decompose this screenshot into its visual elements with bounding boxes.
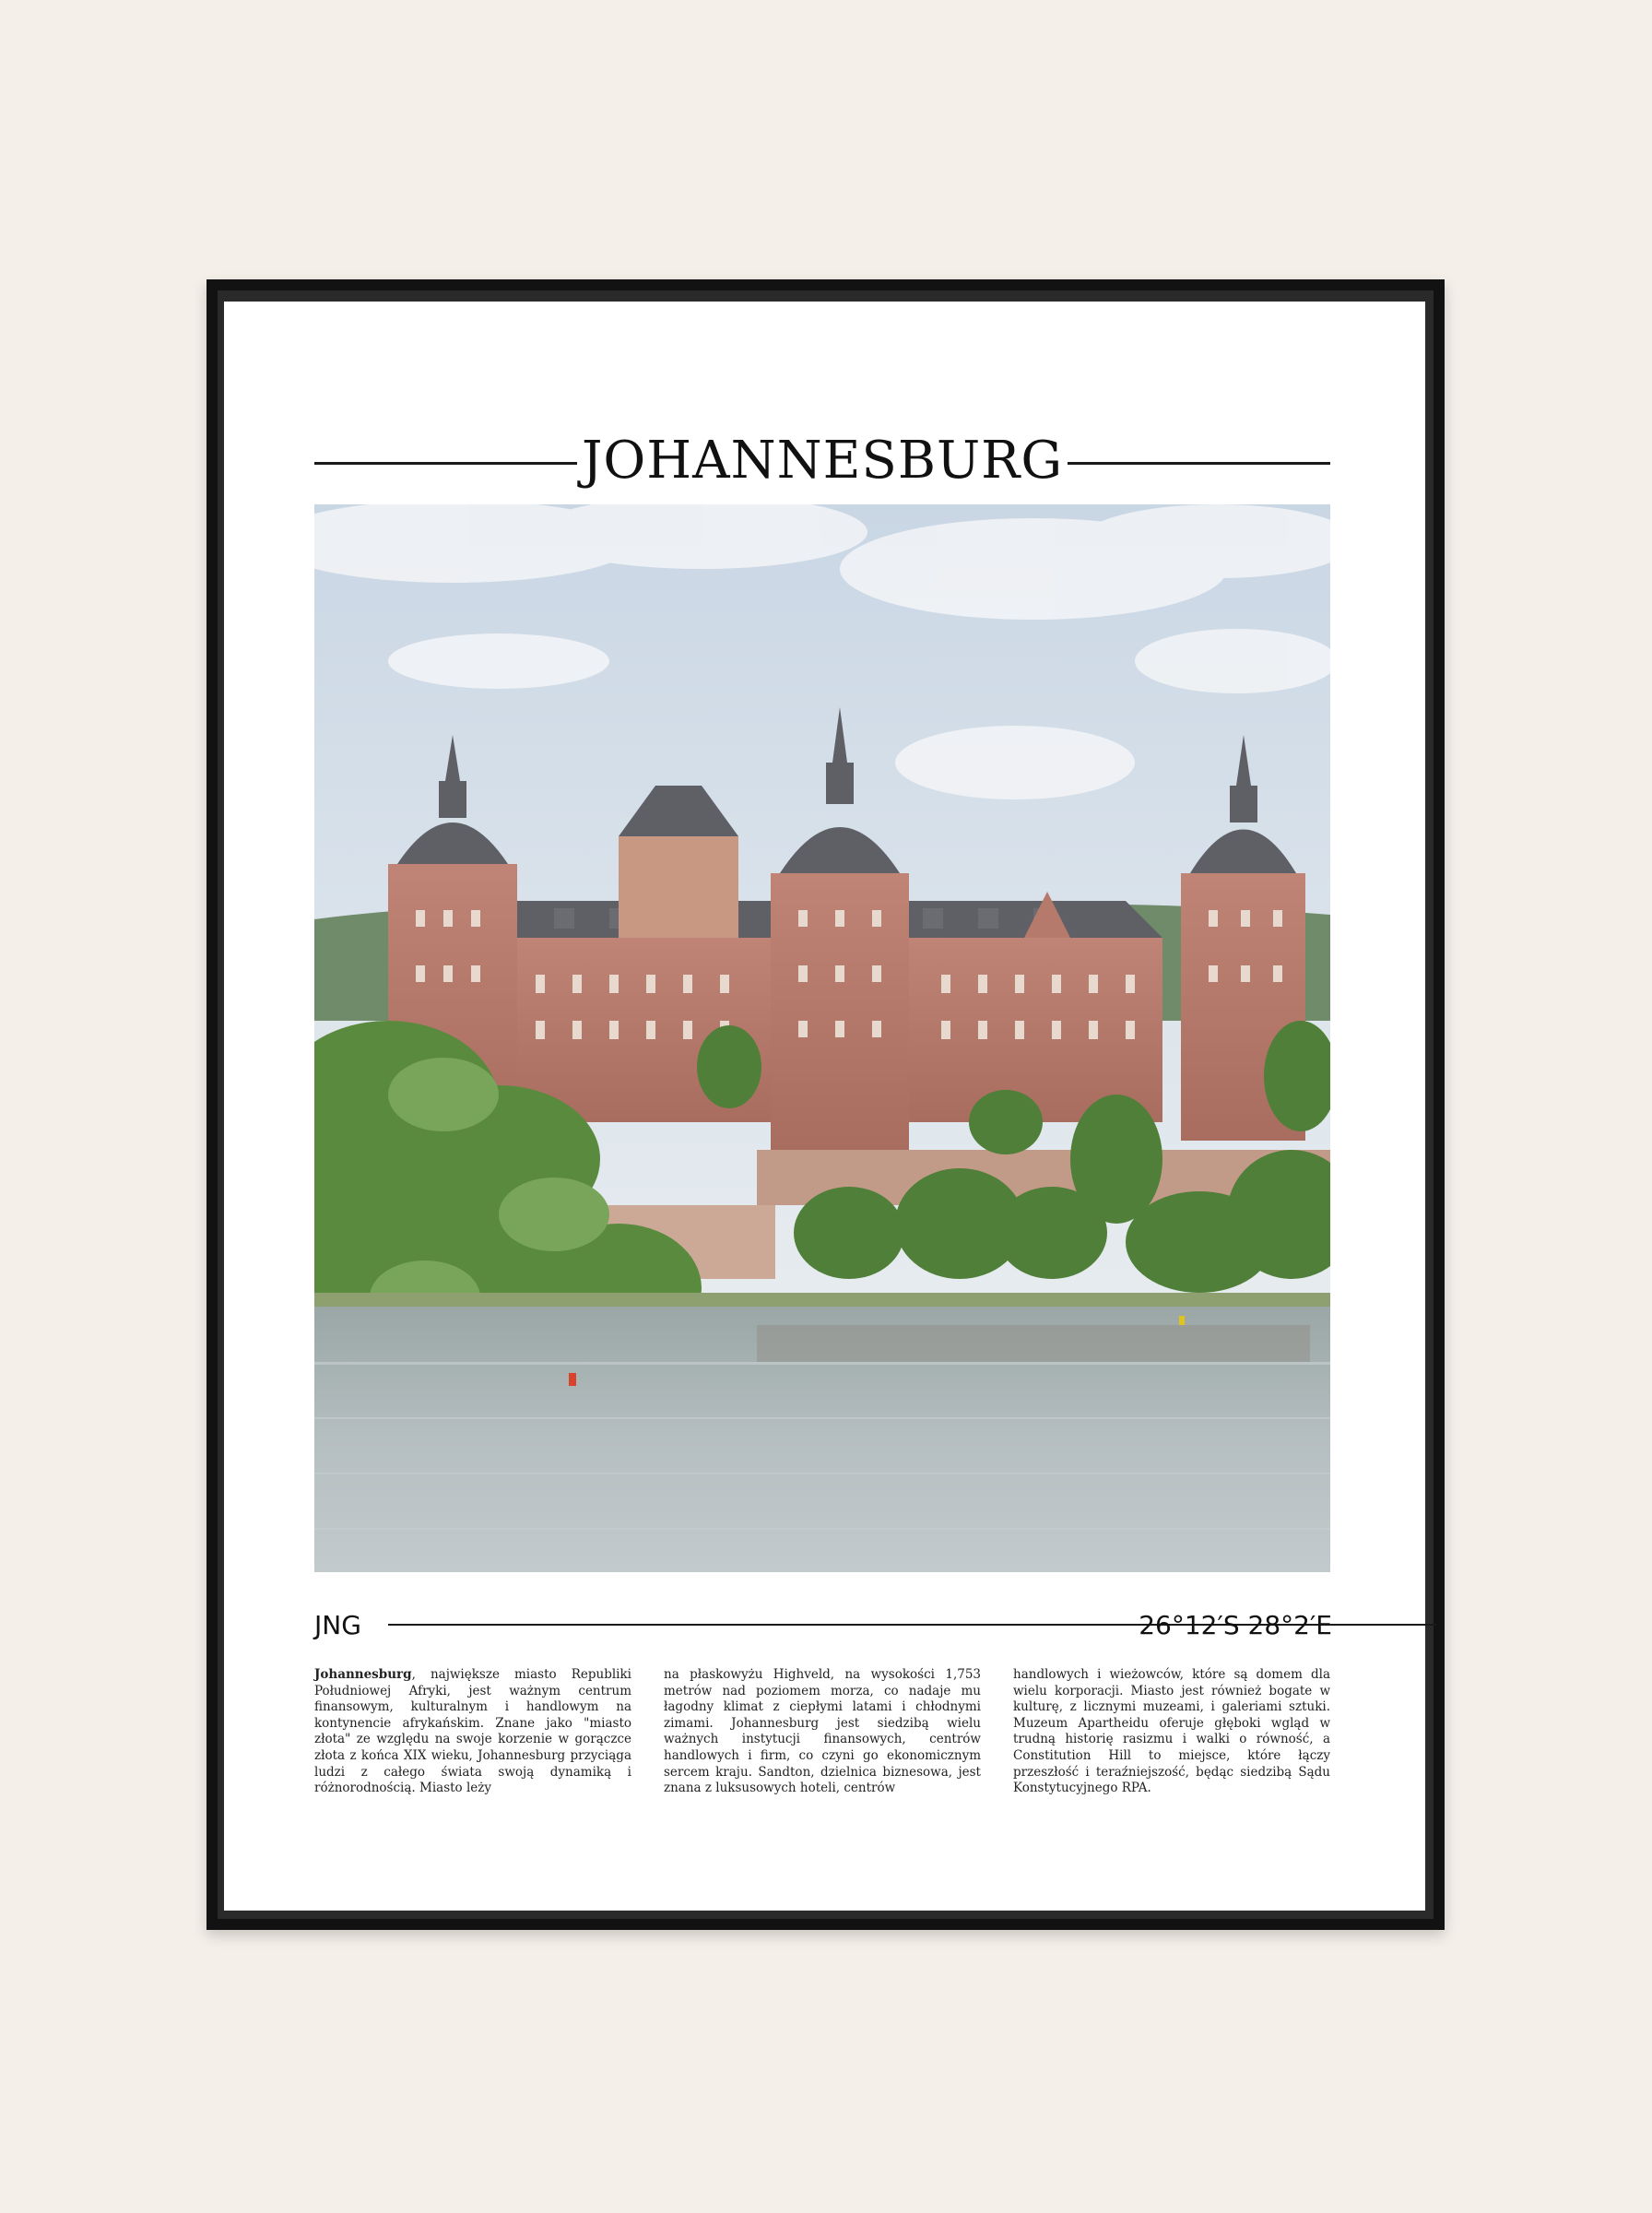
description-column-2 (664, 1667, 981, 1805)
title-rule-right (1068, 462, 1330, 465)
info-row (314, 1604, 1332, 1649)
description-column-1 (314, 1667, 631, 1805)
city-code: JNG (314, 1610, 361, 1640)
description-text-1: , największe miasto Republiki Południowej Afryki, jest ważnym centrum finansowym, kulturalnym i handlowym na kontynencie afrykańskim. Znane jako "miasto złota" ze względu na swoje korzenie w gorączce złota z końca XIX wieku, Johannesburg przyciąga ludzi z całego świata swoją dynamiką i różnorodnością. Miasto leży (314, 1667, 631, 1796)
description-column-3 (1013, 1667, 1330, 1805)
description (314, 1667, 1330, 1805)
description-lead: Johannesburg (314, 1667, 412, 1682)
description-text-2: na płaskowyżu Highveld, na wysokości 1,753 metrów nad poziomem morza, co nadaje mu łagodny klimat z ciepłymi latami i chłodnymi zimami. Johannesburg jest siedzibą wielu ważnych instytucji finansowych, centrów handlowych i firm, co czyni go ekonomicznym sercem kraju. Sandton, dzielnica biznesowa, jest znana z luksusowych hoteli, centrów (664, 1667, 981, 1796)
castle-photo (314, 504, 1330, 1572)
poster-title: JOHANNESBURG (581, 431, 1064, 491)
title-row (314, 424, 1330, 498)
coordinates: 26°12′S 28°2′E (1139, 1610, 1332, 1640)
description-text-3: handlowych i wieżowców, które są domem dla wielu korporacji. Miasto jest również bogate w kulturę, z licznymi muzeami, i galeriami sztuki. Muzeum Apartheidu oferuje głęboki wgląd w trudną historię rasizmu i walki o równość, a Constitution Hill to miejsce, które łączy przeszłość i teraźniejszość, będąc siedzibą Sądu Konstytucyjnego RPA. (1013, 1667, 1330, 1796)
castle-illustration (314, 504, 1330, 1572)
